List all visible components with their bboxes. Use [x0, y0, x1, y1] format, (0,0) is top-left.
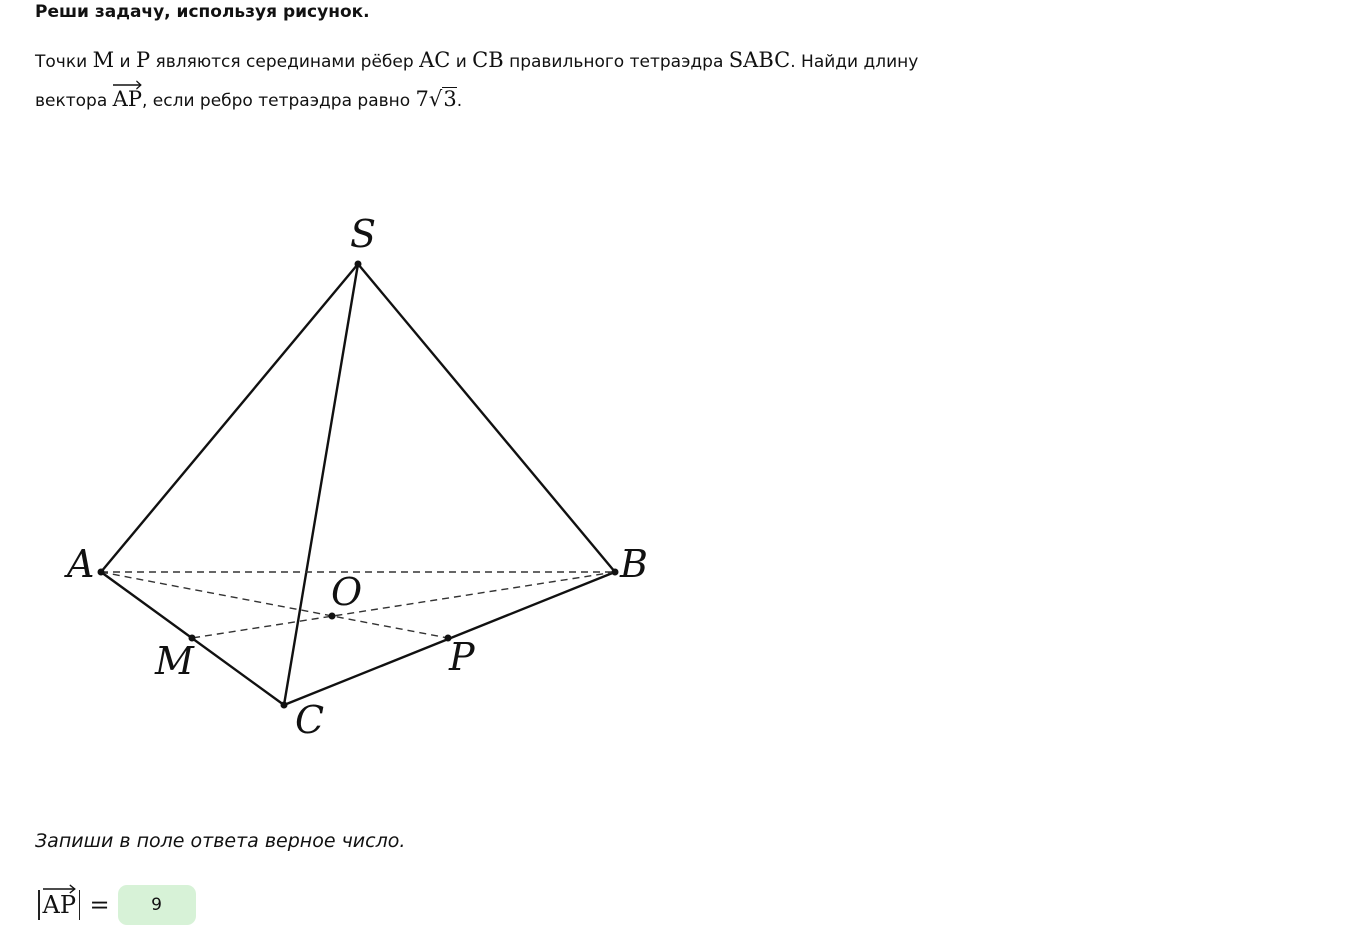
- label-m: M: [155, 639, 194, 683]
- vector-arrow-icon: [43, 884, 76, 894]
- problem-text: . Найди длину: [790, 52, 919, 72]
- median-bm-hidden: [192, 572, 615, 638]
- answer-instruction: Запиши в поле ответа верное число.: [35, 830, 406, 852]
- problem-text: .: [456, 91, 463, 111]
- edge-sb: [358, 264, 615, 572]
- vertex-b-dot: [612, 569, 619, 576]
- problem-text: , если ребро тетраэдра равно: [141, 91, 416, 111]
- problem-text: и: [114, 52, 136, 72]
- edge-ac: AC: [419, 48, 451, 72]
- edge-coefficient: 7: [415, 87, 429, 111]
- median-ap-hidden: [101, 572, 448, 638]
- tetrahedron-name: SABC: [728, 48, 791, 72]
- problem-text: и: [450, 52, 473, 72]
- sqrt-icon: √: [428, 87, 443, 111]
- answer-vector-text: AP: [42, 891, 76, 919]
- point-p: P: [135, 48, 151, 72]
- tetrahedron-figure: [0, 0, 700, 800]
- edge-cb: CB: [472, 48, 504, 72]
- problem-text: правильного тетраэдра: [503, 52, 729, 72]
- vertex-c-dot: [281, 702, 288, 709]
- label-o: O: [331, 570, 363, 614]
- task-title: Реши задачу, используя рисунок.: [35, 2, 370, 22]
- vector-ap-text: AP: [112, 87, 142, 111]
- answer-row: [35, 880, 196, 930]
- answer-vector: [43, 893, 76, 917]
- label-p: P: [449, 635, 475, 679]
- edge-sa: [101, 264, 358, 572]
- label-a: A: [67, 542, 95, 586]
- problem-text: вектора: [35, 91, 113, 111]
- label-s: S: [350, 212, 377, 256]
- equals-sign: =: [89, 891, 110, 919]
- label-b: B: [620, 542, 648, 586]
- edge-sc: [284, 264, 358, 705]
- answer-label: [35, 890, 110, 920]
- vertex-s-dot: [355, 261, 362, 268]
- sqrt-radicand: 3: [443, 87, 457, 111]
- abs-bar-right: [79, 890, 81, 920]
- label-c: C: [295, 698, 325, 742]
- answer-input[interactable]: [118, 885, 196, 925]
- problem-text: являются серединами рёбер: [150, 52, 420, 72]
- problem-text: Точки: [35, 52, 93, 72]
- abs-bar-left: [38, 890, 40, 920]
- point-m: M: [92, 48, 115, 72]
- vertex-a-dot: [98, 569, 105, 576]
